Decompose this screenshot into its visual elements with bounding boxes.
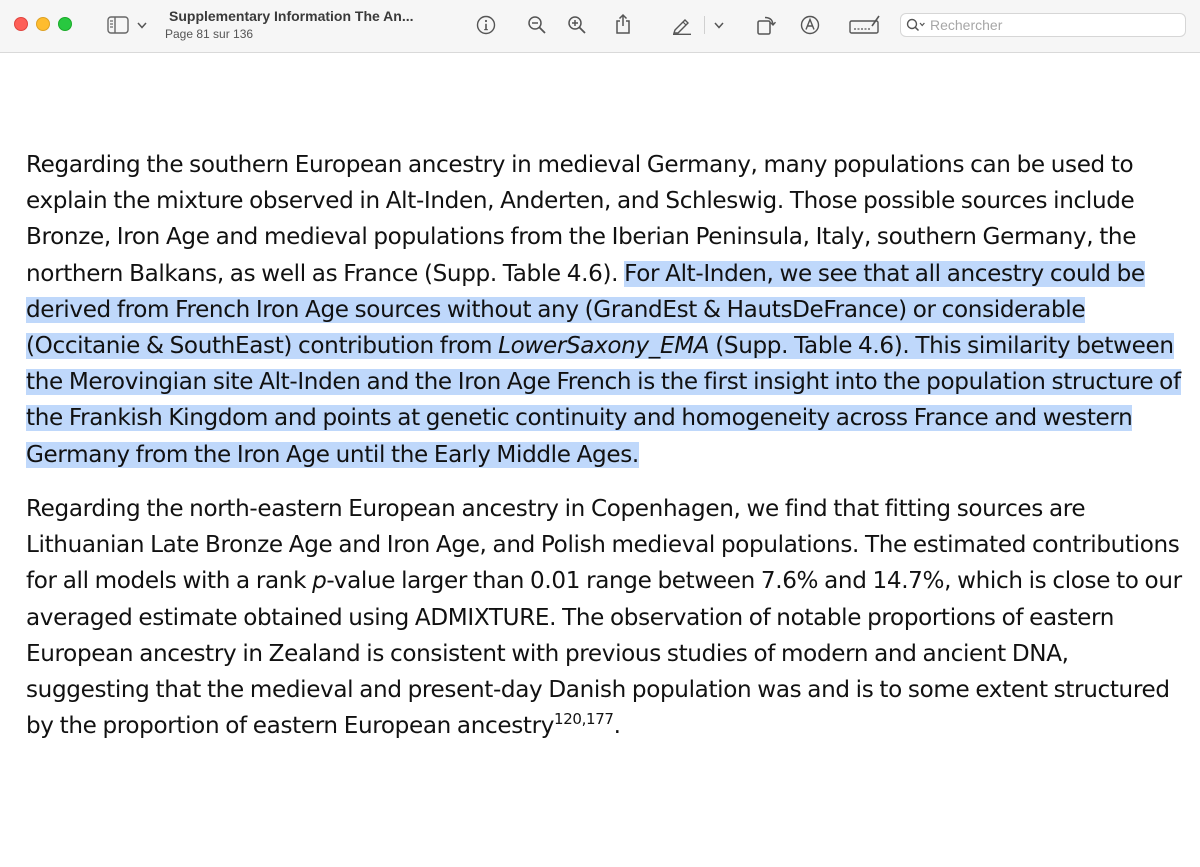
chevron-down-icon[interactable] <box>712 18 726 32</box>
italic-p: p <box>312 568 327 595</box>
search-icon <box>906 18 926 32</box>
document-title: Supplementary Information The An... <box>169 8 414 24</box>
close-window-button[interactable] <box>14 17 28 31</box>
search-field[interactable] <box>900 13 1186 37</box>
signature-box-icon[interactable] <box>847 13 883 37</box>
page-indicator: Page 81 sur 136 <box>165 27 254 41</box>
citation-superscript[interactable]: 120,177 <box>554 710 614 729</box>
toolbar-divider <box>704 16 705 34</box>
zoom-window-button[interactable] <box>58 17 72 31</box>
paragraph-text: Regarding the southern European ancestry in medieval Germany, many populations can be used to explain the mixture observed in Alt-Inden, Anderten, and Schleswig. Those possible sources include Bronze, Iron Age and medieval populations from the Iberian Peninsula, Italy, southern Germany, the northern Balkans, as well as France (Supp. Table 4.6). <box>26 152 1137 287</box>
paragraph-text: Regarding the north-eastern European ancestry in Copenhagen, we find that fitting sources are Lithuanian Late Bronze Age and Iron Age, and Polish medieval populations. The estimated contributions for all models with a rank <box>26 496 1180 595</box>
highlight-pen-icon[interactable] <box>670 14 694 36</box>
document-page <box>0 54 1200 867</box>
rotate-icon[interactable] <box>754 13 778 37</box>
chevron-down-icon[interactable] <box>135 18 149 32</box>
zoom-in-icon[interactable] <box>566 14 588 36</box>
selected-text: For Alt-Inden, we see that all ancestry could be derived from French Iron Age sources without any (GrandEst & HautsDeFrance) or considerable (Occitanie & SouthEast) contribution from <box>26 260 1145 360</box>
search-input[interactable] <box>930 17 1170 33</box>
paragraph-southern-ancestry <box>26 147 1192 473</box>
sidebar-icon[interactable] <box>106 15 130 35</box>
paragraph-end: . <box>613 713 621 740</box>
text-selection[interactable] <box>26 261 1181 468</box>
markup-icon[interactable] <box>799 14 821 36</box>
info-icon[interactable] <box>475 14 497 36</box>
paragraph-text: -value larger than 0.01 range between 7.6% and 14.7%, which is close to our averaged estimate obtained using ADMIXTURE. The observation of notable proportions of eastern European ancestry in Zealand is consistent with previous studies of modern and ancient DNA, suggesting that the medieval and present-day Danish population was and is to some extent structured by the proportion of eastern European ancestry <box>26 568 1182 740</box>
paragraph-north-eastern-ancestry <box>26 491 1192 744</box>
selected-text: (Supp. Table 4.6). This similarity between the Merovingian site Alt-Inden and the Iron Age French is the first insight into the population structure of the Frankish Kingdom and points at genetic continuity and homogeneity across France and western Germany from the Iron Age until the Early Middle Ages. <box>26 333 1181 468</box>
toolbar <box>0 0 1200 53</box>
minimize-window-button[interactable] <box>36 17 50 31</box>
zoom-out-icon[interactable] <box>526 14 548 36</box>
selected-text-italic: LowerSaxony_EMA <box>498 333 710 360</box>
share-icon[interactable] <box>612 12 634 36</box>
